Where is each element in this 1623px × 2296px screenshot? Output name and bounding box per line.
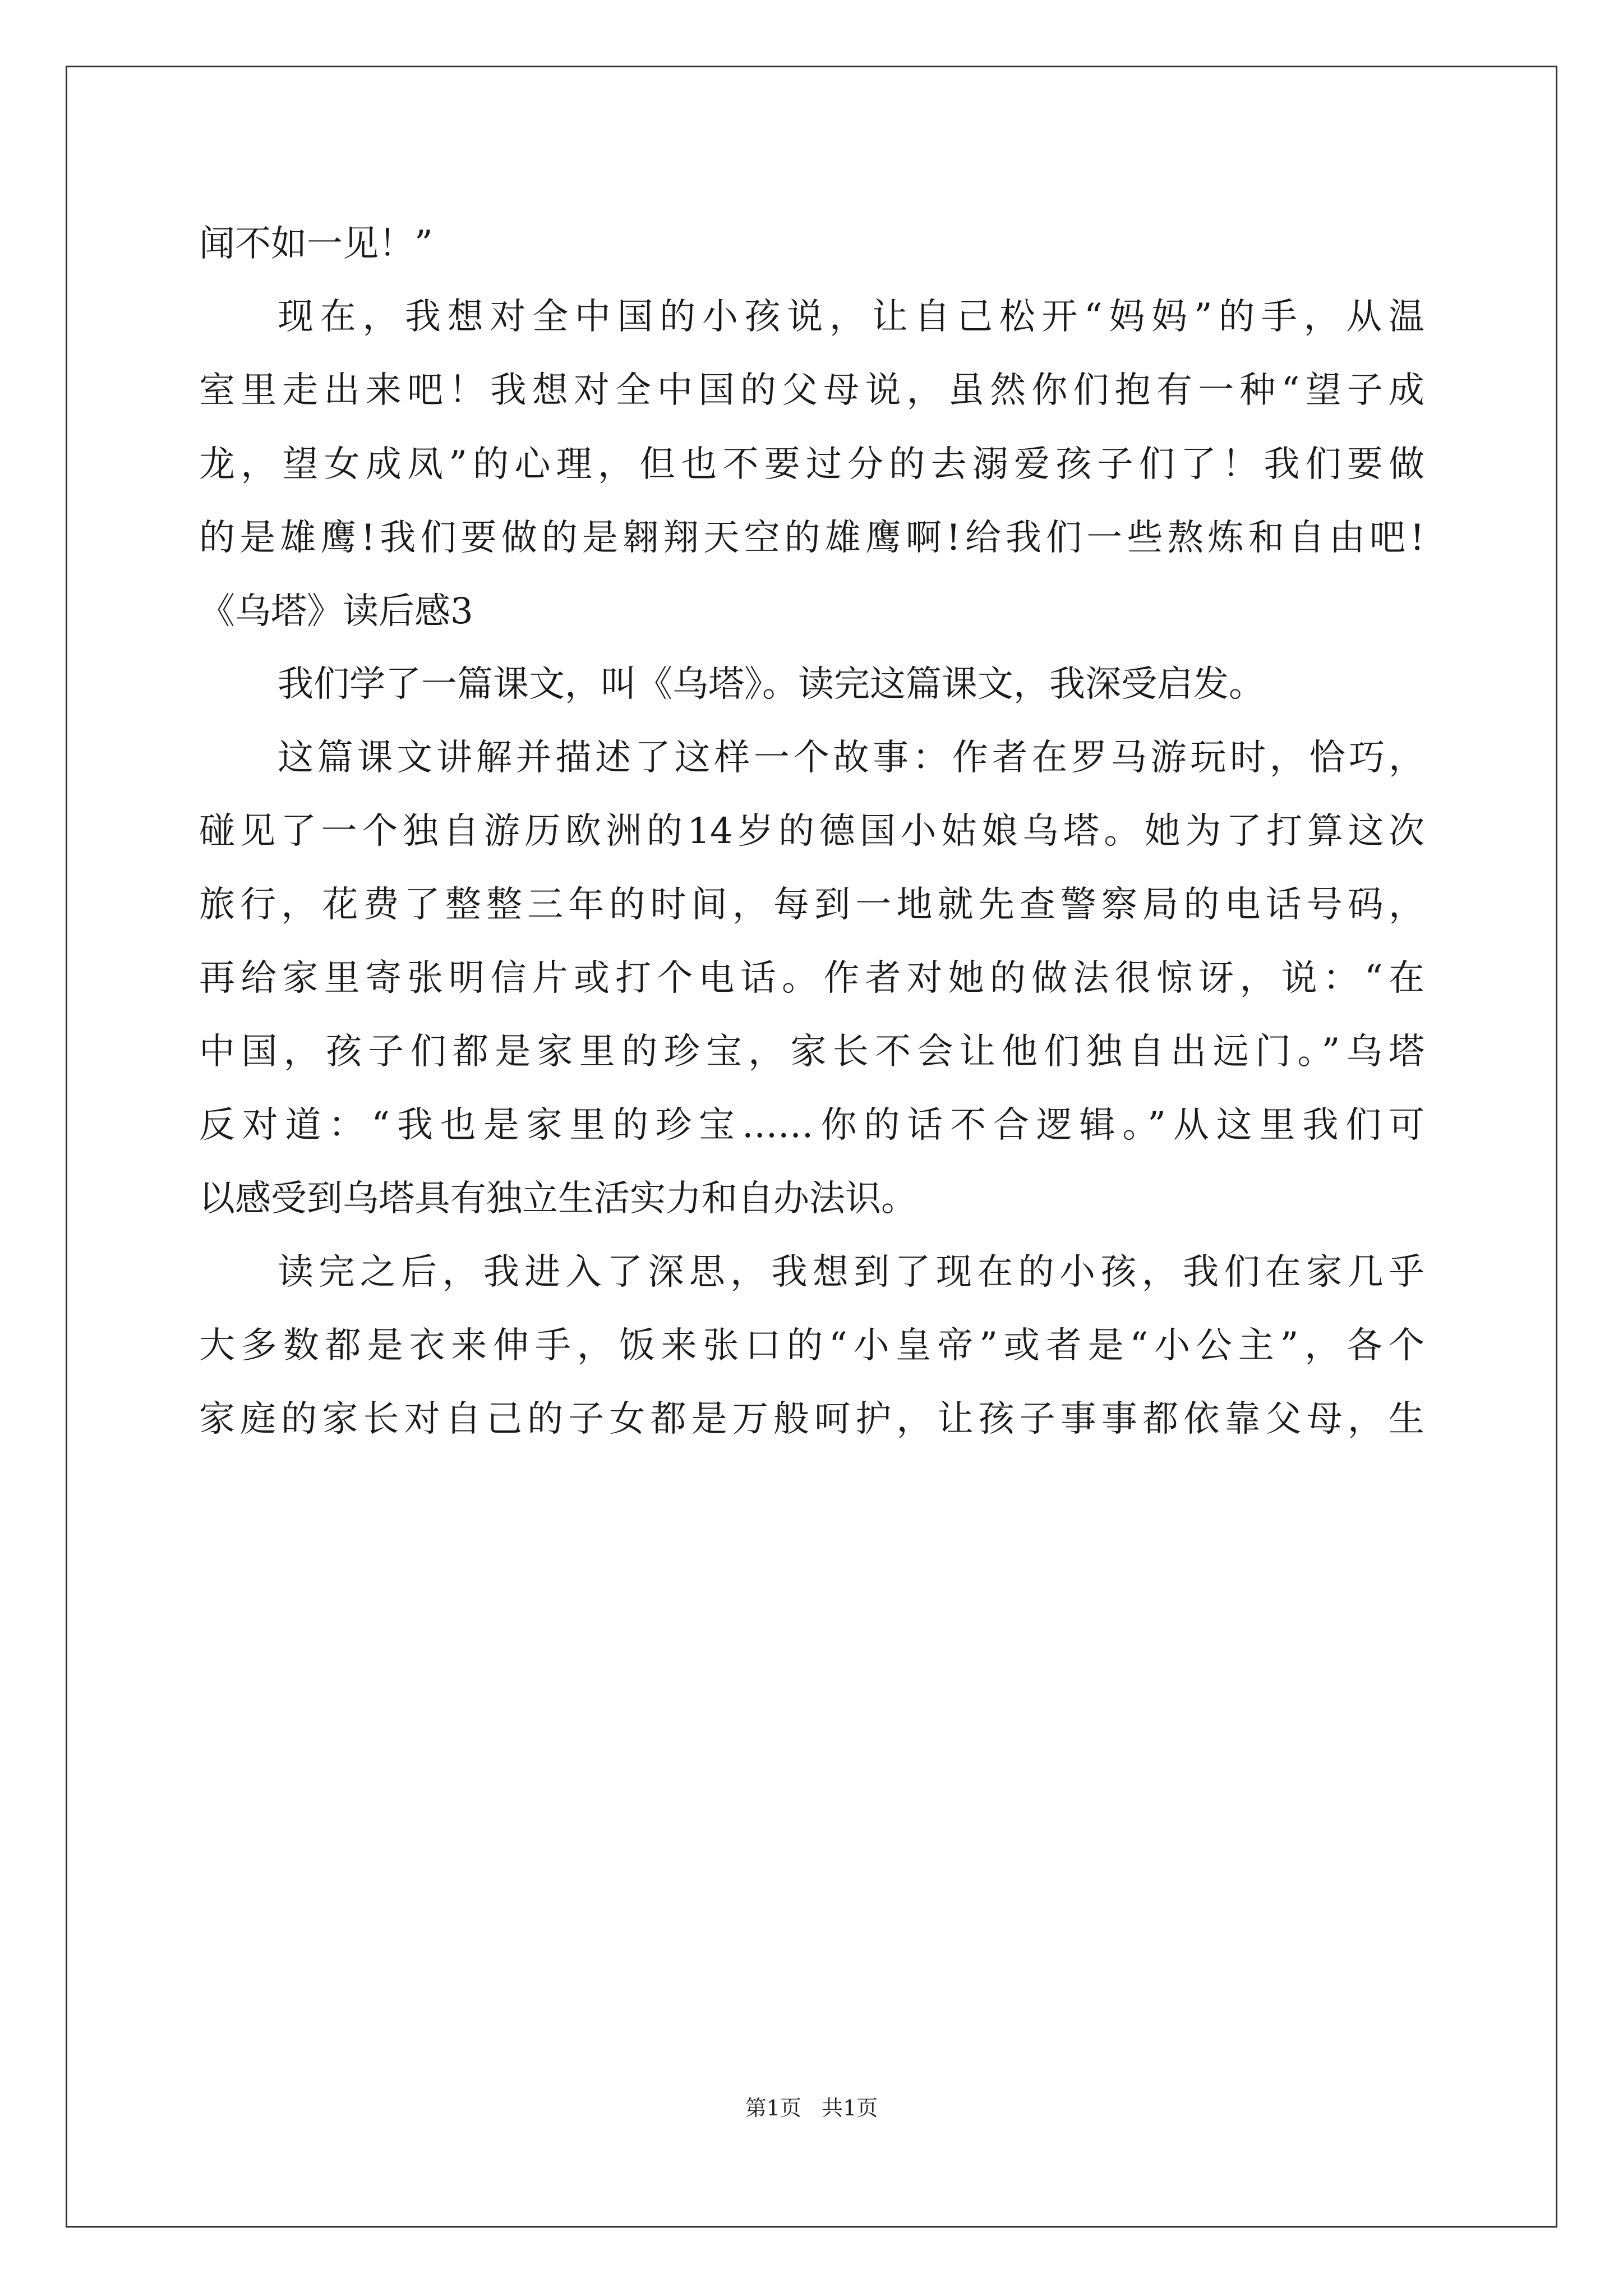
text-line: 现在，我想对全中国的小孩说，让自己松开“妈妈”的手，从温 <box>278 296 1424 338</box>
page-footer: 第1页 共1页 <box>745 2096 878 2120</box>
text-line: 再给家里寄张明信片或打个电话。作者对她的做法很惊讶，说：“在 <box>199 958 1424 999</box>
text-line: 的是雄鹰!我们要做的是翱翔天空的雄鹰啊!给我们一些熬炼和自由吧! <box>199 517 1424 559</box>
text-line: 闻不如一见！” <box>199 223 433 265</box>
text-line: 旅行，花费了整整三年的时间，每到一地就先查警察局的电话号码， <box>199 884 1424 926</box>
text-line: 龙，望女成凤”的心理，但也不要过分的去溺爱孩子们了！我们要做 <box>199 444 1424 485</box>
section-heading: 《乌塔》读后感3 <box>199 591 473 632</box>
text-line: 以感受到乌塔具有独立生活实力和自办法识。 <box>199 1178 917 1220</box>
text-line: 室里走出来吧！我想对全中国的父母说，虽然你们抱有一种“望子成 <box>199 370 1424 411</box>
text-line: 这篇课文讲解并描述了这样一个故事：作者在罗马游玩时，恰巧， <box>278 737 1424 779</box>
text-line: 家庭的家长对自己的子女都是万般呵护，让孩子事事都依靠父母，生 <box>199 1398 1424 1440</box>
text-line: 中国，孩子们都是家里的珍宝，家长不会让他们独自出远门。”乌塔 <box>199 1031 1424 1073</box>
text-line: 读完之后，我进入了深思，我想到了现在的小孩，我们在家几乎 <box>278 1251 1424 1293</box>
text-line: 反对道：“我也是家里的珍宝……你的话不合逻辑。”从这里我们可 <box>199 1105 1424 1146</box>
text-line: 我们学了一篇课文，叫《乌塔》。读完这篇课文，我深受启发。 <box>278 664 1265 705</box>
text-line: 碰见了一个独自游历欧洲的14岁的德国小姑娘乌塔。她为了打算这次 <box>199 811 1424 852</box>
text-line: 大多数都是衣来伸手，饭来张口的“小皇帝”或者是“小公主”，各个 <box>199 1325 1424 1366</box>
